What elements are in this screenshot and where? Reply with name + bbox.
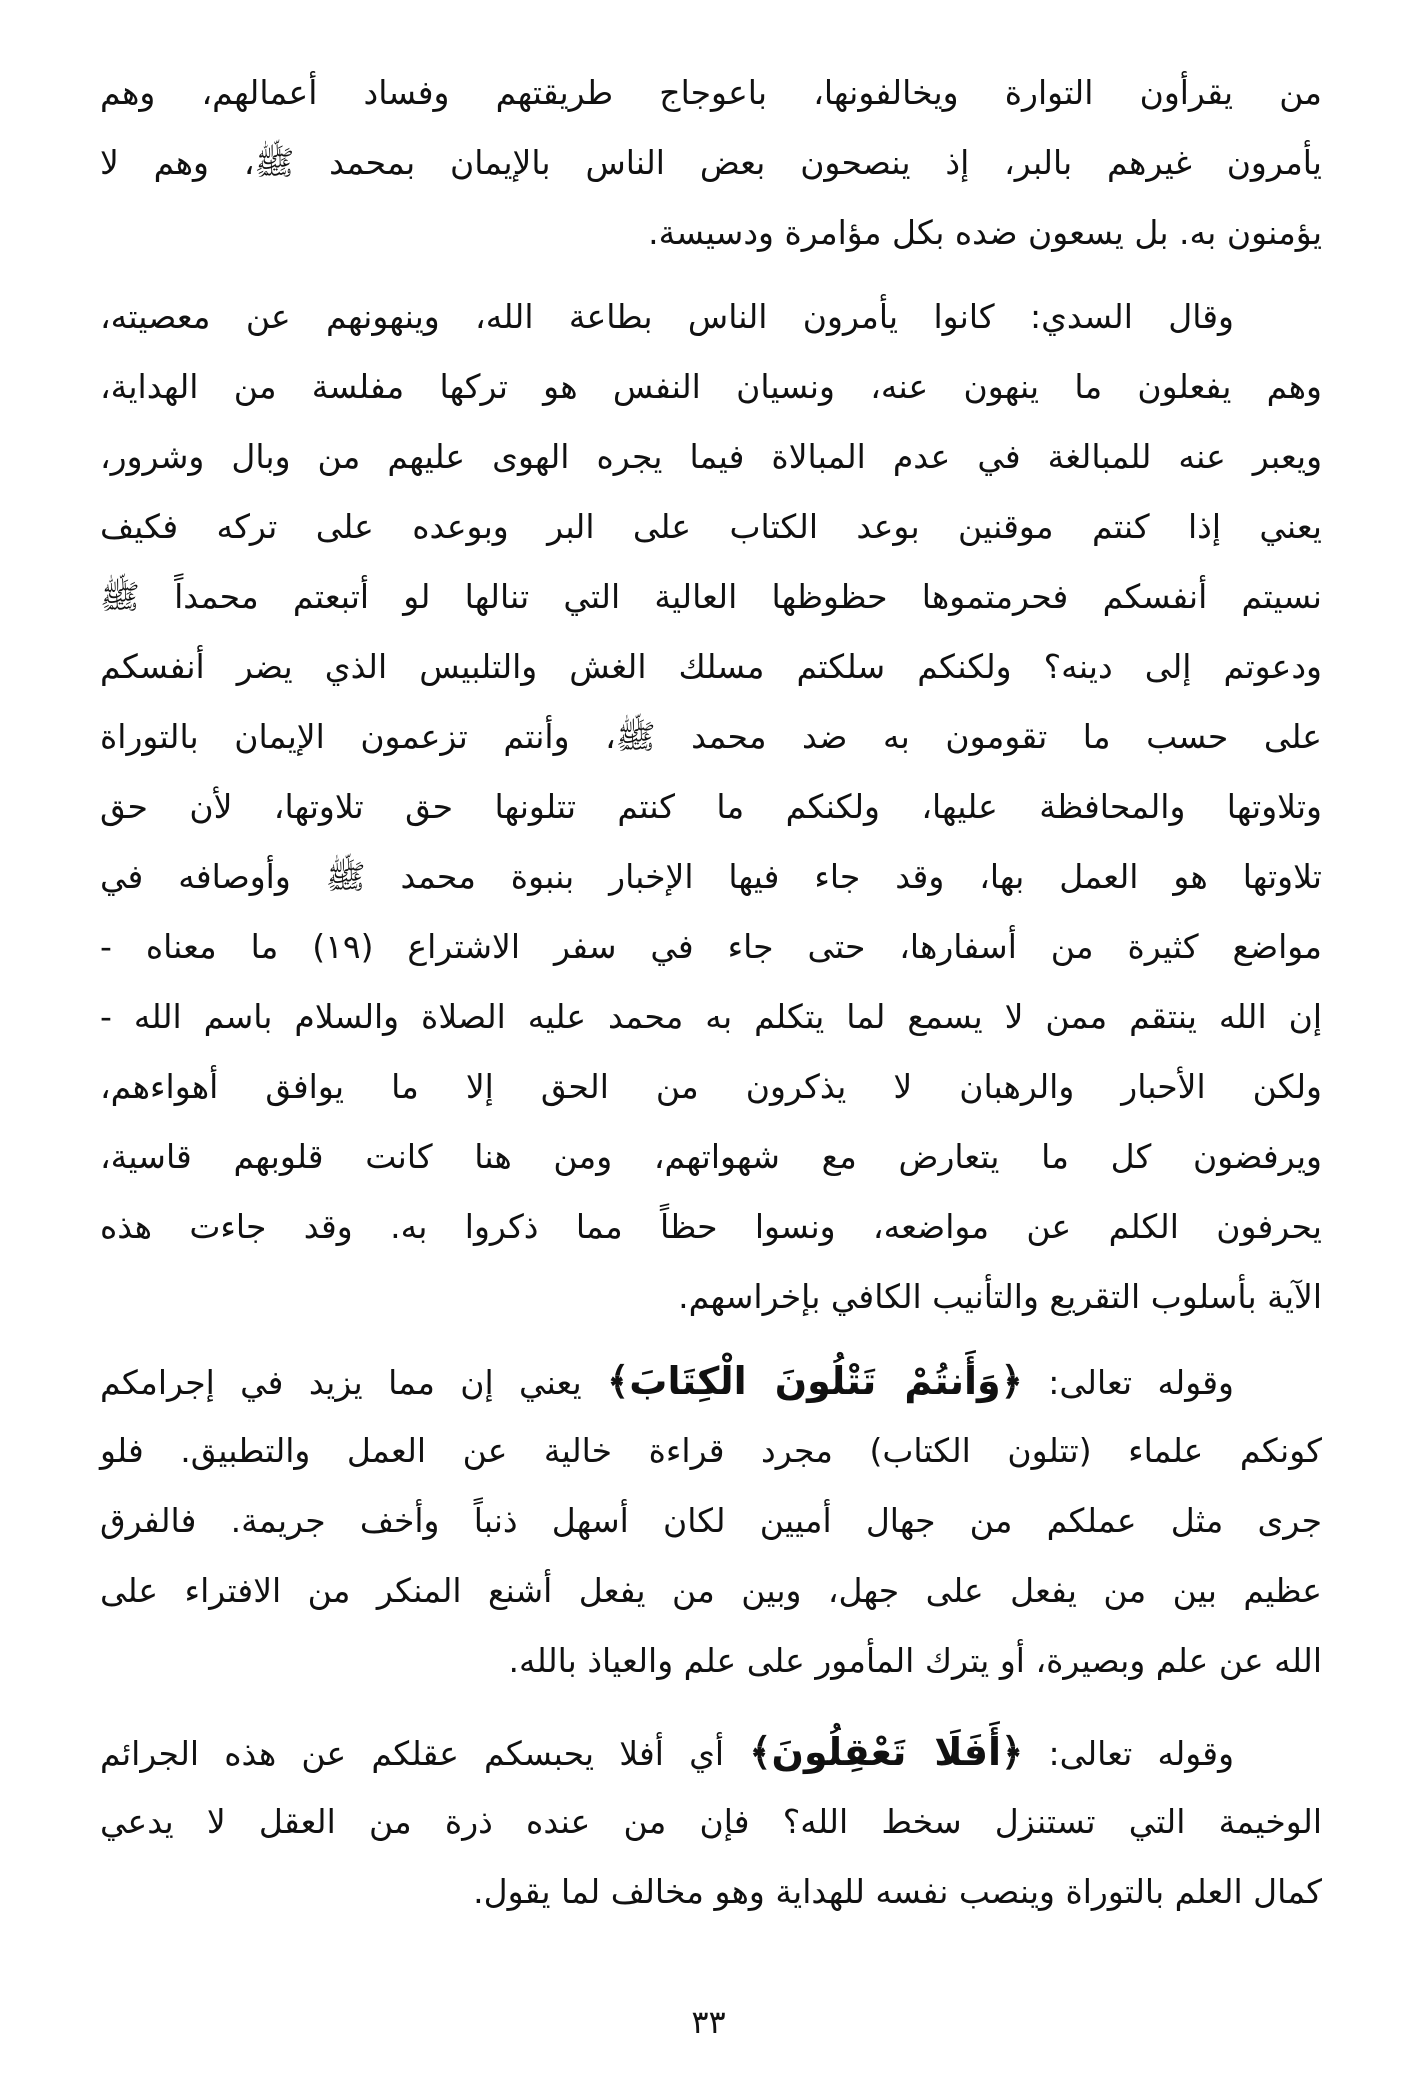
quran-verse: ﴿أَفَلَا تَعْقِلُونَ﴾ xyxy=(749,1730,1024,1774)
text-line: يحرفون الكلم عن مواضعه، ونسوا حظاً مما ذكروا به. وقد جاءت هذه xyxy=(100,1207,1322,1246)
text-line: ويرفضون كل ما يتعارض مع شهواتهم، ومن هنا كانت قلوبهم قاسية، xyxy=(100,1137,1322,1176)
text-line: يؤمنون به. بل يسعون ضده بكل مؤامرة ودسيسة. xyxy=(648,213,1322,252)
text-line xyxy=(100,1346,1322,1416)
text-line: كونكم علماء (تتلون الكتاب) مجرد قراءة خالية عن العمل والتطبيق. فلو xyxy=(100,1431,1322,1470)
line-text: أي أفلا يحبسكم عقلكم عن هذه الجرائم xyxy=(100,1734,750,1773)
text-line: عظيم بين من يفعل على جهل، وبين من يفعل أشنع المنكر من الافتراء على xyxy=(100,1571,1322,1610)
line-text: وقوله تعالى: xyxy=(1022,1363,1234,1402)
text-line: من يقرأون التوارة ويخالفونها، باعوجاج طريقتهم وفساد أعمالهم، وهم xyxy=(100,73,1322,112)
text-line xyxy=(100,1717,1322,1787)
text-line: يأمرون غيرهم بالبر، إذ ينصحون بعض الناس بالإيمان بمحمد ﷺ، وهم لا xyxy=(100,143,1322,182)
text-line: جرى مثل عملكم من جهال أميين لكان أسهل ذنباً وأخف جريمة. فالفرق xyxy=(100,1501,1322,1540)
text-line: كمال العلم بالتوراة وينصب نفسه للهداية وهو مخالف لما يقول. xyxy=(473,1872,1322,1911)
text-line: وهم يفعلون ما ينهون عنه، ونسيان النفس هو تركها مفلسة من الهداية، xyxy=(100,367,1322,406)
text-line: وتلاوتها والمحافظة عليها، ولكنكم ما كنتم تتلونها حق تلاوتها، لأن حق xyxy=(100,787,1322,826)
paragraph xyxy=(100,1717,1322,1927)
text-line: ولكن الأحبار والرهبان لا يذكرون من الحق إلا ما يوافق أهواءهم، xyxy=(100,1067,1322,1106)
text-line: يعني إذا كنتم موقنين بوعد الكتاب على البر وبوعده على تركه فكيف xyxy=(100,507,1322,546)
text-line: الوخيمة التي تستنزل سخط الله؟ فإن من عنده ذرة من العقل لا يدعي xyxy=(100,1802,1322,1841)
page-number: ٣٣ xyxy=(691,2003,726,2041)
text-line: على حسب ما تقومون به ضد محمد ﷺ، وأنتم تزعمون الإيمان بالتوراة xyxy=(100,717,1322,756)
text-line: ويعبر عنه للمبالغة في عدم المبالاة فيما يجره الهوى عليهم من وبال وشرور، xyxy=(100,437,1322,476)
line-text: وقوله تعالى: xyxy=(1023,1734,1235,1773)
quran-verse: ﴿وَأَنتُمْ تَتْلُونَ الْكِتَابَ﴾ xyxy=(607,1359,1023,1403)
paragraph xyxy=(100,282,1322,1332)
text-line: نسيتم أنفسكم فحرمتموها حظوظها العالية التي تنالها لو أتبعتم محمداً ﷺ xyxy=(100,577,1322,616)
text-line: الآية بأسلوب التقريع والتأنيب الكافي بإخراسهم. xyxy=(678,1277,1322,1316)
text-line: الله عن علم وبصيرة، أو يترك المأمور على علم والعياذ بالله. xyxy=(508,1641,1322,1680)
text-line: ودعوتم إلى دينه؟ ولكنكم سلكتم مسلك الغش والتلبيس الذي يضر أنفسكم xyxy=(100,647,1322,686)
text-line: تلاوتها هو العمل بها، وقد جاء فيها الإخبار بنبوة محمد ﷺ وأوصافه في xyxy=(100,857,1322,896)
text-line: إن الله ينتقم ممن لا يسمع لما يتكلم به محمد عليه الصلاة والسلام باسم الله - xyxy=(100,997,1322,1036)
paragraph xyxy=(100,58,1322,268)
text-line: مواضع كثيرة من أسفارها، حتى جاء في سفر الاشتراع (١٩) ما معناه - xyxy=(100,927,1322,966)
line-text: يعني إن مما يزيد في إجرامكم xyxy=(100,1363,608,1402)
text-line: وقال السدي: كانوا يأمرون الناس بطاعة الله، وينهونهم عن معصيته، xyxy=(100,297,1234,336)
paragraph xyxy=(100,1346,1322,1696)
